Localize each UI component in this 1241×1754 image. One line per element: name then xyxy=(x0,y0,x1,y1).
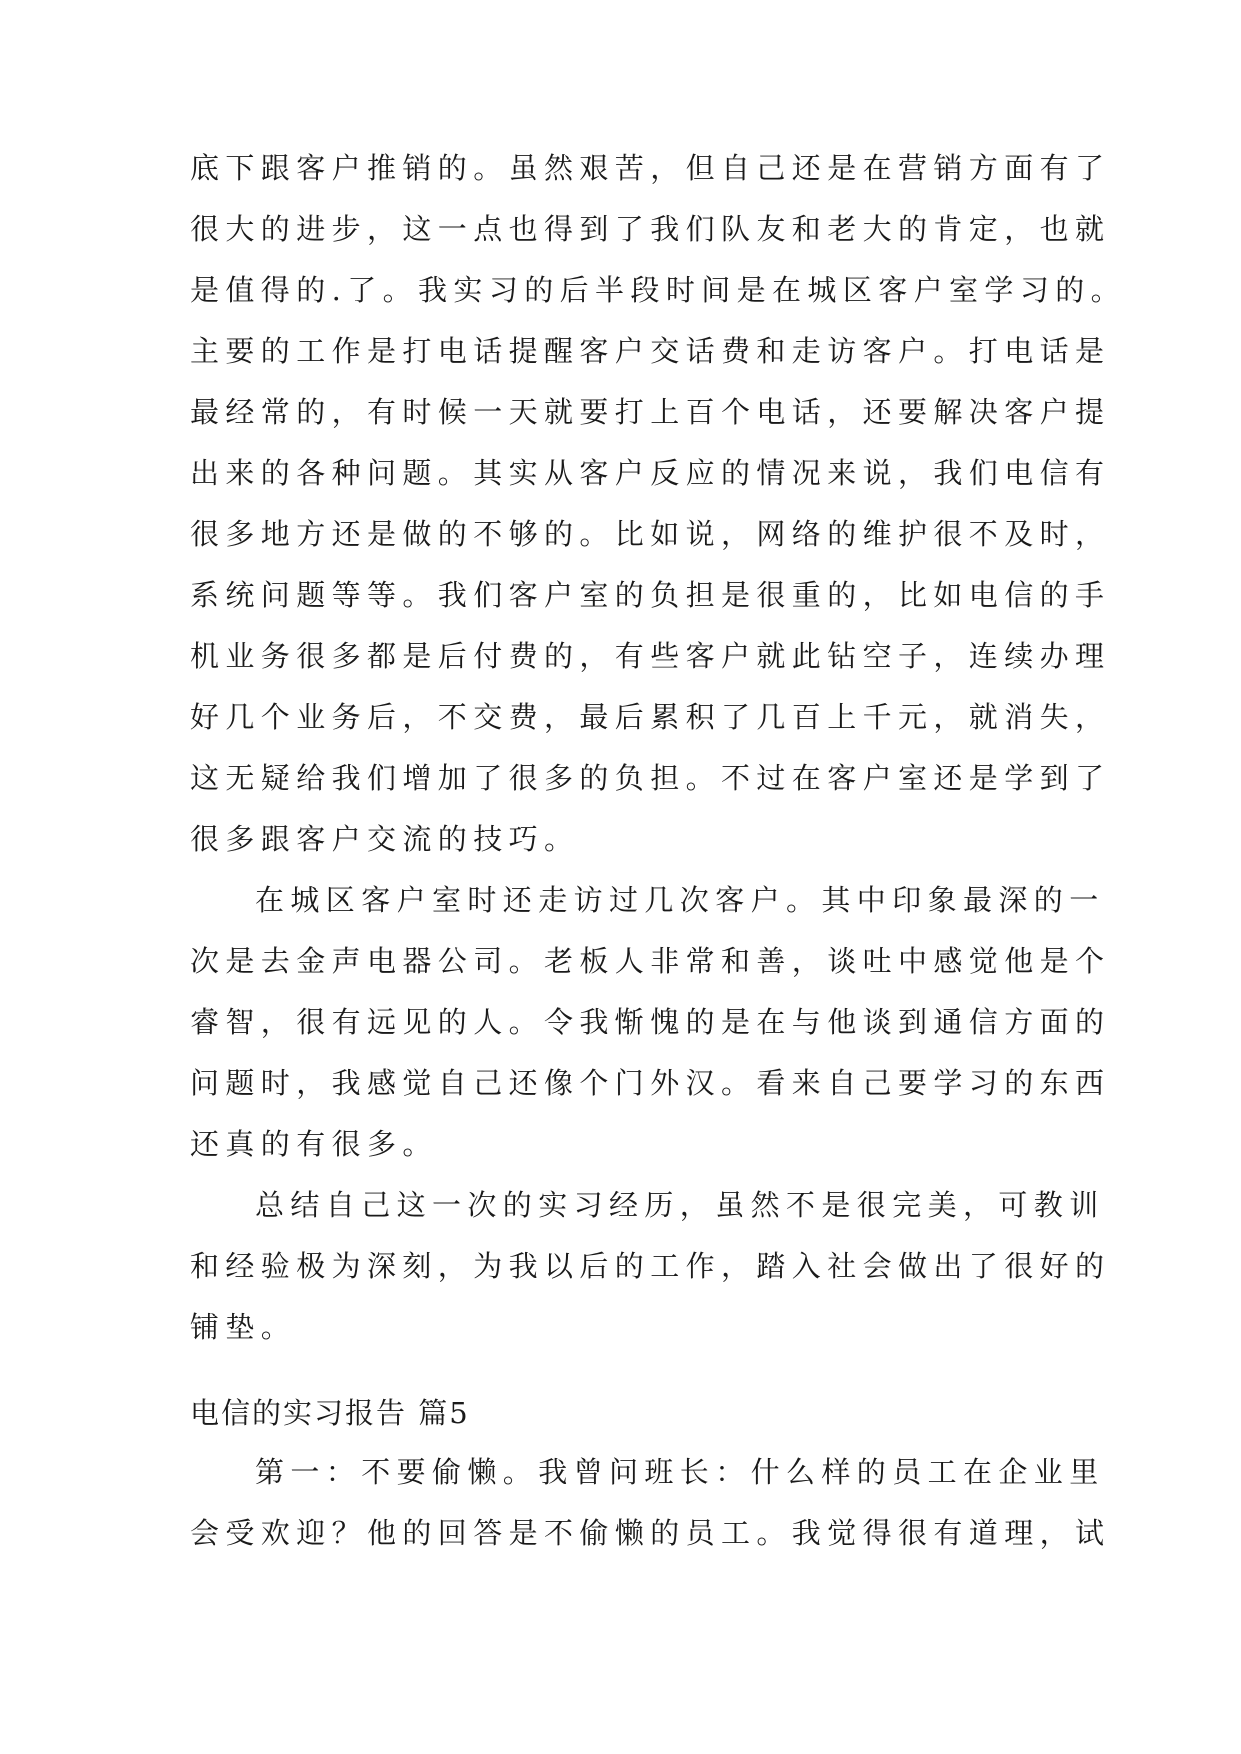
text-line: 底下跟客户推销的。虽然艰苦，但自己还是在营销方面有了 xyxy=(190,151,1111,185)
text-line: 最经常的，有时候一天就要打上百个电话，还要解决客户提 xyxy=(190,395,1111,429)
text-line: 总结自己这一次的实习经历，虽然不是很完美，可教训 xyxy=(255,1188,1105,1222)
text-line: 主要的工作是打电话提醒客户交话费和走访客户。打电话是 xyxy=(190,334,1111,368)
text-line: 这无疑给我们增加了很多的负担。不过在客户室还是学到了 xyxy=(190,761,1111,795)
text-line: 很多地方还是做的不够的。比如说，网络的维护很不及时， xyxy=(190,517,1111,551)
text-line: 在城区客户室时还走访过几次客户。其中印象最深的一 xyxy=(255,883,1105,917)
text-line: 很多跟客户交流的技巧。 xyxy=(190,822,580,856)
section-heading: 电信的实习报告 篇5 xyxy=(190,1396,470,1430)
text-line: 会受欢迎？他的回答是不偷懒的员工。我觉得很有道理，试 xyxy=(190,1516,1111,1550)
text-line: 次是去金声电器公司。老板人非常和善，谈吐中感觉他是个 xyxy=(190,944,1111,978)
text-line: 铺垫。 xyxy=(190,1310,297,1344)
text-line: 好几个业务后，不交费，最后累积了几百上千元，就消失， xyxy=(190,700,1111,734)
text-line: 系统问题等等。我们客户室的负担是很重的，比如电信的手 xyxy=(190,578,1111,612)
text-line: 是值得的.了。我实习的后半段时间是在城区客户室学习的。 xyxy=(190,273,1127,307)
text-line: 问题时，我感觉自己还像个门外汉。看来自己要学习的东西 xyxy=(190,1066,1111,1100)
text-line: 第一：不要偷懒。我曾问班长：什么样的员工在企业里 xyxy=(255,1455,1105,1489)
text-line: 出来的各种问题。其实从客户反应的情况来说，我们电信有 xyxy=(190,456,1111,490)
text-line: 还真的有很多。 xyxy=(190,1127,438,1161)
text-line: 很大的进步，这一点也得到了我们队友和老大的肯定，也就 xyxy=(190,212,1111,246)
text-line: 机业务很多都是后付费的，有些客户就此钻空子，连续办理 xyxy=(190,639,1111,673)
text-line: 和经验极为深刻，为我以后的工作，踏入社会做出了很好的 xyxy=(190,1249,1111,1283)
text-line: 睿智，很有远见的人。令我惭愧的是在与他谈到通信方面的 xyxy=(190,1005,1111,1039)
